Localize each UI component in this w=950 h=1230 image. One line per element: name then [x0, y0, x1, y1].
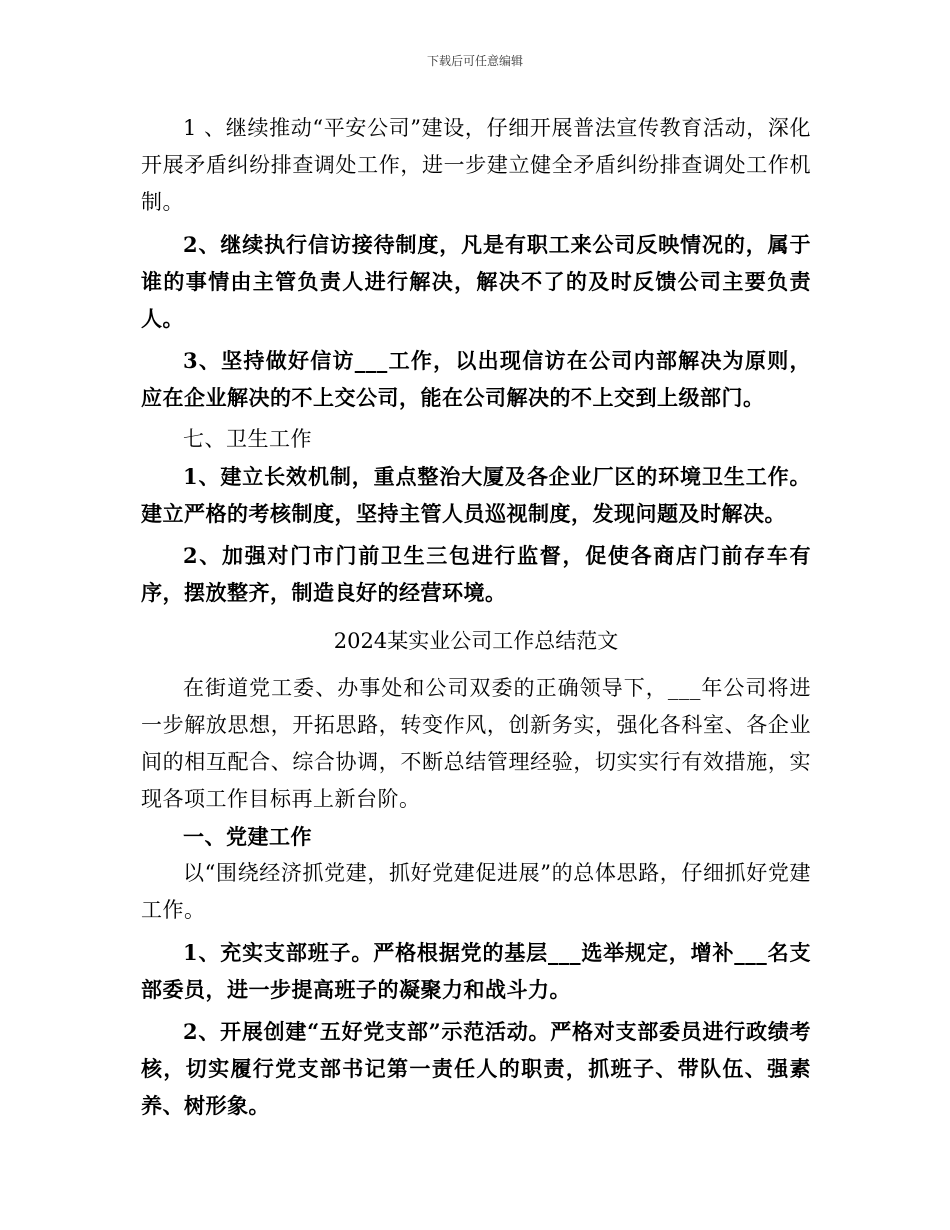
- paragraph-party-building-approach: 以“围绕经济抓党建，抓好党建促进展”的总体思路，仔细抓好党建工作。: [141, 861, 811, 922]
- document-title: 2024某实业公司工作总结范文: [333, 629, 619, 653]
- paragraph-intro: 在街道党工委、办事处和公司双委的正确领导下，___年公司将进一步解放思想，开拓思路，转变作风，创新务实，强化各科室、各企业间的相互配合、综合协调，不断总结管理经验，切实实行有效措施，实现各项工作目标再上新台阶。: [141, 676, 811, 811]
- paragraph-long-term-mechanism: 1、建立长效机制，重点整治大厦及各企业厂区的环境卫生工作。建立严格的考核制度，坚持主管人员巡视制度，发现问题及时解决。: [141, 464, 811, 526]
- paragraph-ping-an: 1 、继续推动“平安公司”建设，仔细开展普法宣传教育活动，深化开展矛盾纠纷排查调处工作，进一步建立健全矛盾纠纷排查调处工作机制。: [141, 116, 811, 214]
- heading-hygiene: 七、卫生工作: [183, 427, 312, 451]
- heading-party-building: 一、党建工作: [183, 824, 312, 849]
- paragraph-storefront-supervision: 2、加强对门市门前卫生三包进行监督，促使各商店门前存车有序，摆放整齐，制造良好的经营环境。: [141, 543, 811, 605]
- page-header-note: 下载后可任意编辑: [426, 54, 523, 68]
- paragraph-branch-team: 1、充实支部班子。严格根据党的基层___选举规定，增补___名支部委员，进一步提高班子的凝聚力和战斗力。: [141, 940, 811, 1002]
- paragraph-xinfang-reception: 2、继续执行信访接待制度，凡是有职工来公司反映情况的，属于谁的事情由主管负责人进行解决，解决不了的及时反馈公司主要负责人。: [141, 232, 811, 331]
- document-body: [141, 110, 811, 1124]
- paragraph-model-branch: 2、开展创建“五好党支部”示范活动。严格对支部委员进行政绩考核，切实履行党支部书记第一责任人的职责，抓班子、带队伍、强素养、树形象。: [141, 1019, 811, 1118]
- paragraph-xinfang-work: 3、坚持做好信访___工作，以出现信访在公司内部解决为原则，应在企业解决的不上交公司，能在公司解决的不上交到上级部门。: [141, 348, 811, 410]
